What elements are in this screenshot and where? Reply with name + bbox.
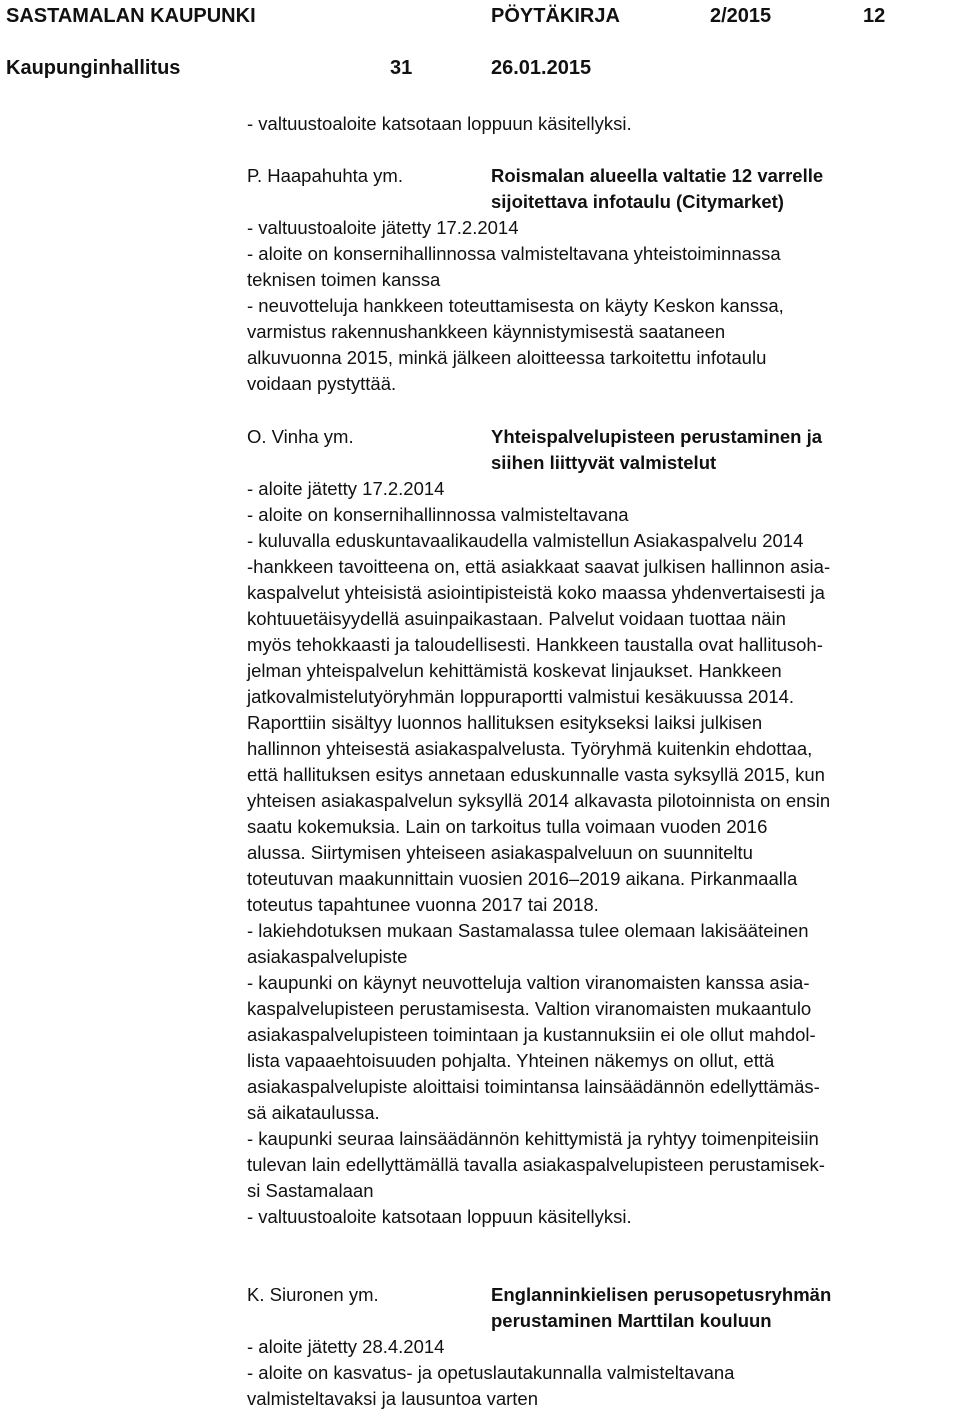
item-text-line: kohtuuetäisyydellä asuinpaikastaan. Palvelut voidaan tuottaa näin xyxy=(247,608,786,629)
item-text-line: - kaupunki on käynyt neuvotteluja valtion viranomaisten kanssa asia- xyxy=(247,972,810,993)
item-proposer: O. Vinha ym. xyxy=(247,426,354,447)
item-subject-line: sijoitettava infotaulu (Citymarket) xyxy=(491,191,784,212)
item-text-line: - aloite on kasvatus- ja opetuslautakunnalla valmisteltavana xyxy=(247,1362,735,1383)
item-proposer: K. Siuronen ym. xyxy=(247,1284,379,1305)
header-doc-number: 2/2015 xyxy=(710,5,772,27)
header-page-number: 12 xyxy=(863,5,886,27)
header-section: 31 xyxy=(390,57,413,79)
item-text-line: - aloite jätetty 17.2.2014 xyxy=(247,478,445,499)
item-text-line: alussa. Siirtymisen yhteiseen asiakaspalveluun on suunniteltu xyxy=(247,842,753,863)
item-text-line: toteutuvan maakunnittain vuosien 2016–2019 aikana. Pirkanmaalla xyxy=(247,868,798,889)
item-text-line: että hallituksen esitys annetaan eduskunnalle vasta syksyllä 2015, kun xyxy=(247,764,825,785)
intro-line: - valtuustoaloite katsotaan loppuun käsitellyksi. xyxy=(247,113,632,134)
item-text-line: voidaan pystyttää. xyxy=(247,373,397,394)
item-text-line: sä aikataulussa. xyxy=(247,1102,380,1123)
item-proposer: P. Haapahuhta ym. xyxy=(247,165,403,186)
item-text-line: - lakiehdotuksen mukaan Sastamalassa tulee olemaan lakisääteinen xyxy=(247,920,809,941)
header-date: 26.01.2015 xyxy=(491,57,592,79)
item-text-line: myös tehokkaasti ja taloudellisesti. Hankkeen taustalla ovat hallitusoh- xyxy=(247,634,823,655)
item-text-line: alkuvuonna 2015, minkä jälkeen aloitteessa tarkoitettu infotaulu xyxy=(247,347,767,368)
item-text-line: lista vapaaehtoisuuden pohjalta. Yhteinen näkemys on ollut, että xyxy=(247,1050,775,1071)
item-text-line: asiakaspalvelupisteen toimintaan ja kustannuksiin ei ole ollut mahdol- xyxy=(247,1024,816,1045)
item-text-line: teknisen toimen kanssa xyxy=(247,269,441,290)
item-text-line: yhteisen asiakaspalvelun syksyllä 2014 alkavasta pilotoinnista on ensin xyxy=(247,790,831,811)
item-text-line: saatu kokemuksia. Lain on tarkoitus tulla voimaan vuoden 2016 xyxy=(247,816,768,837)
item-text-line: tulevan lain edellyttämällä tavalla asiakaspalvelupisteen perustamisek- xyxy=(247,1154,825,1175)
item-subject-line: Englanninkielisen perusopetusryhmän xyxy=(491,1284,832,1305)
item-text-line: - valtuustoaloite jätetty 17.2.2014 xyxy=(247,217,519,238)
item-text-line: jelman yhteispalvelun kehittämistä koskevat linjaukset. Hankkeen xyxy=(247,660,782,681)
item-text-line: - aloite jätetty 28.4.2014 xyxy=(247,1336,445,1357)
item-text-line: hallinnon yhteisestä asiakaspalvelusta. Työryhmä kuitenkin ehdottaa, xyxy=(247,738,813,759)
header-doc-type: PÖYTÄKIRJA xyxy=(491,5,620,27)
header-body: Kaupunginhallitus xyxy=(6,57,181,79)
item-text-line: jatkovalmistelutyöryhmän loppuraportti valmistui kesäkuussa 2014. xyxy=(247,686,795,707)
item-subject-line: Yhteispalvelupisteen perustaminen ja xyxy=(491,426,823,447)
item-text-line: -hankkeen tavoitteena on, että asiakkaat saavat julkisen hallinnon asia- xyxy=(247,556,831,577)
item-text-line: - kaupunki seuraa lainsäädännön kehittymistä ja ryhtyy toimenpiteisiin xyxy=(247,1128,819,1149)
item-text-line: - kuluvalla eduskuntavaalikaudella valmistellun Asiakaspalvelu 2014 xyxy=(247,530,804,551)
header-org: SASTAMALAN KAUPUNKI xyxy=(6,5,256,27)
item-subject-line: Roismalan alueella valtatie 12 varrelle xyxy=(491,165,824,186)
item-text-line: varmistus rakennushankkeen käynnistymisestä saataneen xyxy=(247,321,726,342)
item-text-line: asiakaspalvelupiste aloittaisi toimintansa lainsäädännön edellyttämäs- xyxy=(247,1076,820,1097)
item-subject-line: siihen liittyvät valmistelut xyxy=(491,452,717,473)
item-text-line: - aloite on konsernihallinnossa valmisteltavana yhteistoiminnassa xyxy=(247,243,781,264)
item-text-line: Raporttiin sisältyy luonnos hallituksen esitykseksi laiksi julkisen xyxy=(247,712,763,733)
item-text-line: valmisteltavaksi ja lausuntoa varten xyxy=(247,1388,539,1409)
item-text-line: - valtuustoaloite katsotaan loppuun käsitellyksi. xyxy=(247,1206,632,1227)
item-text-line: asiakaspalvelupiste xyxy=(247,946,408,967)
item-text-line: kaspalvelut yhteisistä asiointipisteistä koko maassa yhdenvertaisesti ja xyxy=(247,582,825,603)
item-text-line: si Sastamalaan xyxy=(247,1180,374,1201)
item-text-line: - aloite on konsernihallinnossa valmisteltavana xyxy=(247,504,629,525)
item-text-line: - neuvotteluja hankkeen toteuttamisesta on käyty Keskon kanssa, xyxy=(247,295,784,316)
item-text-line: kaspalvelupisteen perustamisesta. Valtion viranomaisten mukaantulo xyxy=(247,998,812,1019)
item-text-line: toteutus tapahtunee vuonna 2017 tai 2018. xyxy=(247,894,599,915)
item-subject-line: perustaminen Marttilan kouluun xyxy=(491,1310,772,1331)
